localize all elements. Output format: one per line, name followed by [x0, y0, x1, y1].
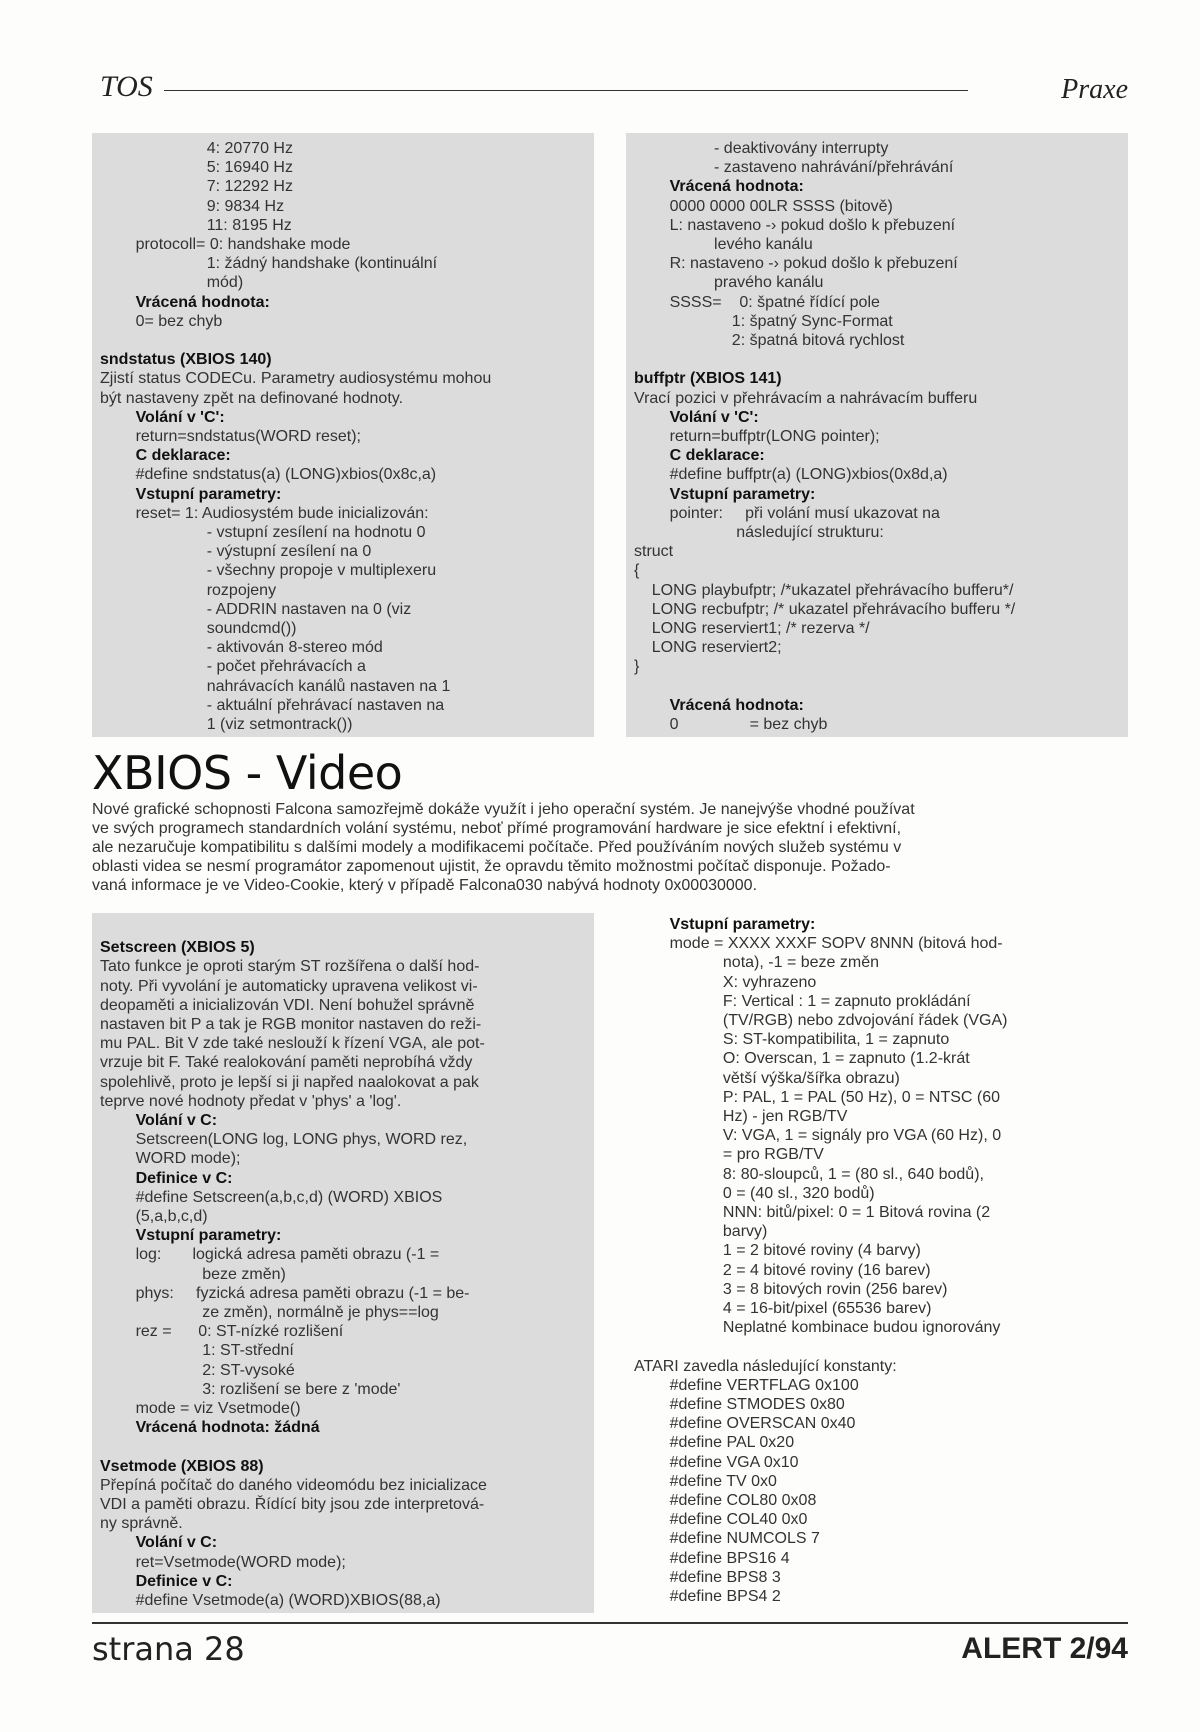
text-line: #define OVERSCAN 0x40: [634, 1415, 856, 1433]
text-line: #define BPS4 2: [634, 1588, 781, 1606]
text-line: }: [634, 658, 640, 676]
text-line: 2 = 4 bitové roviny (16 barev): [634, 1261, 931, 1279]
text-line: Volání v 'C':: [634, 408, 759, 426]
text-line: buffptr (XBIOS 141): [634, 370, 782, 388]
text-line: log: logická adresa paměti obrazu (-1 =: [100, 1246, 440, 1264]
text-line: 7: 12292 Hz: [100, 178, 293, 196]
text-line: následující strukturu:: [634, 524, 884, 542]
text-line: 0 = (40 sl., 320 bodů): [634, 1184, 875, 1202]
text-line: větší výška/šířka obrazu): [634, 1069, 900, 1087]
text-line: - ADDRIN nastaven na 0 (viz: [100, 600, 412, 618]
text-line: L: nastaveno -› pokud došlo k přebuzení: [634, 216, 956, 234]
text-line: 1 (viz setmontrack()): [100, 716, 353, 734]
text-line: Vrácená hodnota:: [634, 178, 804, 196]
text-line: SSSS= 0: špatné řídící pole: [634, 293, 880, 311]
text-line: Vrácená hodnota:: [100, 293, 270, 311]
text-line: mu PAL. Bit V zde také neslouží k řízení VGA, ale pot-: [100, 1035, 485, 1053]
text-line: V: VGA, 1 = signály pro VGA (60 Hz), 0: [634, 1127, 1002, 1145]
text-line: 4 = 16-bit/pixel (65536 barev): [634, 1300, 932, 1318]
text-line: sndstatus (XBIOS 140): [100, 351, 272, 369]
intro-line: ve svých programech standardních volání systému, neboť přímé programování hardware je sice efektní i efektivní,: [92, 820, 902, 837]
text-line: Definice v C:: [100, 1572, 233, 1590]
text-line: #define BPS16 4: [634, 1549, 790, 1567]
text-line: 2: ST-vysoké: [100, 1361, 295, 1379]
text-line: rez = 0: ST-nízké rozlišení: [100, 1323, 344, 1341]
text-line: levého kanálu: [634, 236, 813, 254]
text-line: #define COL80 0x08: [634, 1492, 817, 1510]
column-content: [626, 913, 1128, 1608]
text-line: 5: 16940 Hz: [100, 159, 293, 177]
text-line: 0000 0000 00LR SSSS (bitově): [634, 197, 893, 215]
running-header-left: TOS: [100, 70, 153, 103]
text-line: #define VERTFLAG 0x100: [634, 1376, 859, 1394]
text-line: 1 = 2 bitové roviny (4 barvy): [634, 1242, 921, 1260]
text-line: (5,a,b,c,d): [100, 1208, 208, 1226]
text-line: return=buffptr(LONG pointer);: [634, 428, 880, 446]
text-line: teprve nové hodnoty předat v 'phys' a 'log'.: [100, 1092, 402, 1110]
text-line: [634, 350, 1120, 369]
text-line: #define Setscreen(a,b,c,d) (WORD) XBIOS: [100, 1188, 443, 1206]
text-line: mode = viz Vsetmode(): [100, 1400, 301, 1418]
text-line: [634, 1337, 1120, 1356]
text-line: R: nastaveno -› pokud došlo k přebuzení: [634, 255, 958, 273]
text-line: Zjistí status CODECu. Parametry audiosystému mohou: [100, 370, 492, 388]
text-line: [100, 919, 586, 938]
text-line: = pro RGB/TV: [634, 1146, 824, 1164]
header-rule: [164, 90, 968, 91]
text-line: 1: žádný handshake (kontinuální: [100, 255, 438, 273]
text-line: Přepíná počítač do daného videomódu bez inicializace: [100, 1476, 487, 1494]
text-line: Vrací pozici v přehrávacím a nahrávacím bufferu: [634, 389, 978, 407]
text-line: reset= 1: Audiosystém bude inicializován:: [100, 504, 429, 522]
text-line: LONG playbufptr; /*ukazatel přehrávacího bufferu*/: [634, 581, 1014, 599]
text-line: C deklarace:: [100, 447, 231, 465]
text-line: mode = XXXX XXXF SOPV 8NNN (bitová hod-: [634, 935, 1003, 953]
text-line: pravého kanálu: [634, 274, 824, 292]
text-line: nastaven bit P a tak je RGB monitor nastaven do reži-: [100, 1016, 482, 1033]
text-line: #define BPS8 3: [634, 1568, 781, 1586]
intro-line: vaná informace je ve Video-Cookie, který v případě Falcona030 nabývá hodnoty 0x00030000.: [92, 877, 758, 894]
text-line: Vrácená hodnota:: [634, 696, 804, 714]
footer-rule: [92, 1622, 1128, 1624]
text-line: mód): [100, 274, 244, 292]
text-line: #define PAL 0x20: [634, 1434, 795, 1452]
text-line: #define buffptr(a) (LONG)xbios(0x8d,a): [634, 466, 948, 484]
text-line: Definice v C:: [100, 1169, 233, 1187]
intro-line: Nové grafické schopnosti Falcona samozřejmě dokáže využít i jeho operační systém. Je nanejvýše vhodné používat: [92, 801, 915, 818]
magazine-issue: ALERT 2/94: [961, 1632, 1128, 1665]
box-content: [92, 133, 594, 737]
intro-line: ale nezaručuje kompatibilitu s dalšími modely a modifikacemi počítače. Před používáním nových služeb systému v: [92, 839, 902, 856]
text-line: Vstupní parametry:: [100, 485, 282, 503]
intro-line: oblasti videa se nesmí programátor zapomenout ujistit, že opravdu těmito možnostmi počítač disponuje. Požado-: [92, 858, 891, 875]
text-line: P: PAL, 1 = PAL (50 Hz), 0 = NTSC (60: [634, 1088, 1001, 1106]
text-line: ATARI zavedla následující konstanty:: [634, 1357, 897, 1375]
intro-paragraph: [92, 800, 1122, 895]
text-line: Vsetmode (XBIOS 88): [100, 1457, 264, 1475]
text-line: X: vyhrazeno: [634, 973, 817, 991]
text-line: - aktuální přehrávací nastaven na: [100, 696, 445, 714]
text-line: 3 = 8 bitových rovin (256 barev): [634, 1280, 948, 1298]
text-line: return=sndstatus(WORD reset);: [100, 428, 361, 446]
text-line: #define NUMCOLS 7: [634, 1530, 820, 1548]
box-content: [92, 913, 594, 1613]
page-number: strana 28: [92, 1630, 245, 1668]
text-line: #define sndstatus(a) (LONG)xbios(0x8c,a): [100, 466, 437, 484]
text-line: #define STMODES 0x80: [634, 1396, 845, 1414]
text-line: S: ST-kompatibilita, 1 = zapnuto: [634, 1031, 950, 1049]
text-line: protocoll= 0: handshake mode: [100, 236, 351, 254]
text-line: spolehlivě, proto je lepší si ji napřed naalokovat a pak: [100, 1073, 479, 1091]
text-line: barvy): [634, 1223, 768, 1241]
text-line: Hz) - jen RGB/TV: [634, 1108, 848, 1126]
text-line: {: [634, 562, 640, 580]
text-line: 1: ST-střední: [100, 1342, 294, 1360]
text-line: pointer: při volání musí ukazovat na: [634, 504, 940, 522]
text-line: phys: fyzická adresa paměti obrazu (-1 = be-: [100, 1284, 470, 1302]
text-line: nahrávacích kanálů nastaven na 1: [100, 677, 451, 695]
text-line: Vstupní parametry:: [634, 485, 816, 503]
text-line: ny správně.: [100, 1515, 183, 1533]
text-line: 0 = bez chyb: [634, 716, 828, 734]
text-line: 4: 20770 Hz: [100, 140, 293, 157]
text-line: 0= bez chyb: [100, 312, 223, 330]
text-line: struct: [634, 543, 674, 561]
text-line: Vstupní parametry:: [100, 1227, 282, 1245]
text-line: soundcmd()): [100, 620, 297, 638]
text-line: LONG reserviert1; /* rezerva */: [634, 620, 870, 638]
text-line: LONG reserviert2;: [634, 639, 782, 657]
text-line: #define VGA 0x10: [634, 1453, 799, 1471]
running-header-right: Praxe: [1061, 74, 1128, 105]
text-line: [100, 331, 586, 350]
text-line: ret=Vsetmode(WORD mode);: [100, 1553, 346, 1571]
text-line: #define Vsetmode(a) (WORD)XBIOS(88,a): [100, 1592, 441, 1610]
text-line: 3: rozlišení se bere z 'mode': [100, 1380, 401, 1398]
text-line: deopaměti a inicializován VDI. Není bohužel správně: [100, 996, 475, 1014]
text-line: NNN: bitů/pixel: 0 = 1 Bitová rovina (2: [634, 1204, 991, 1222]
text-line: C deklarace:: [634, 447, 765, 465]
text-line: (TV/RGB) nebo zdvojování řádek (VGA): [634, 1012, 1008, 1030]
text-line: [634, 677, 1120, 696]
text-line: - vstupní zesílení na hodnotu 0: [100, 524, 426, 542]
buffptr-box: [626, 133, 1128, 737]
text-line: - aktivován 8-stereo mód: [100, 639, 383, 657]
text-line: O: Overscan, 1 = zapnuto (1.2-krát: [634, 1050, 970, 1068]
text-line: beze změn): [100, 1265, 286, 1283]
text-line: 2: špatná bitová rychlost: [634, 332, 905, 350]
text-line: vrzuje bit F. Také realokování paměti neprobíhá vždy: [100, 1054, 473, 1072]
text-line: Setscreen(LONG log, LONG phys, WORD rez,: [100, 1131, 468, 1149]
text-line: VDI a paměti obrazu. Řídící bity jsou zde interpretová-: [100, 1496, 485, 1514]
text-line: být nastaveny zpět na definované hodnoty.: [100, 389, 404, 407]
text-line: Volání v C:: [100, 1534, 218, 1552]
text-line: - všechny propoje v multiplexeru: [100, 562, 437, 580]
text-line: 9: 9834 Hz: [100, 197, 285, 215]
text-line: Setscreen (XBIOS 5): [100, 939, 255, 957]
text-line: F: Vertical : 1 = zapnuto prokládání: [634, 992, 971, 1010]
text-line: - výstupní zesílení na 0: [100, 543, 372, 561]
setscreen-box: [92, 913, 594, 1613]
text-line: Vrácená hodnota: žádná: [100, 1419, 320, 1437]
text-line: 1: špatný Sync-Format: [634, 312, 893, 330]
text-line: Volání v C:: [100, 1112, 218, 1130]
text-line: Volání v 'C':: [100, 408, 225, 426]
text-line: [100, 1437, 586, 1456]
sndstatus-box: [92, 133, 594, 737]
text-line: 11: 8195 Hz: [100, 216, 292, 234]
text-line: 8: 80-sloupců, 1 = (80 sl., 640 bodů),: [634, 1165, 984, 1183]
text-line: #define COL40 0x0: [634, 1511, 808, 1529]
box-content: [626, 133, 1128, 737]
text-line: #define TV 0x0: [634, 1472, 777, 1490]
text-line: - deaktivovány interrupty: [634, 140, 889, 157]
text-line: rozpojeny: [100, 581, 277, 599]
text-line: noty. Při vyvolání je automaticky upravena velikost vi-: [100, 977, 478, 995]
text-line: Vstupní parametry:: [634, 916, 816, 933]
text-line: Neplatné kombinace budou ignorovány: [634, 1319, 1001, 1337]
text-line: ze změn), normálně je phys==log: [100, 1304, 439, 1322]
text-line: - zastaveno nahrávání/přehrávání: [634, 159, 954, 177]
text-line: Tato funkce je oproti starým ST rozšířena o další hod-: [100, 958, 480, 976]
section-title: XBIOS - Video: [92, 746, 403, 800]
text-line: LONG recbufptr; /* ukazatel přehrávacího bufferu */: [634, 600, 1016, 618]
text-line: nota), -1 = beze změn: [634, 954, 879, 972]
text-line: - počet přehrávacích a: [100, 658, 366, 676]
vsetmode-parameters-column: [626, 913, 1128, 1613]
text-line: WORD mode);: [100, 1150, 241, 1168]
